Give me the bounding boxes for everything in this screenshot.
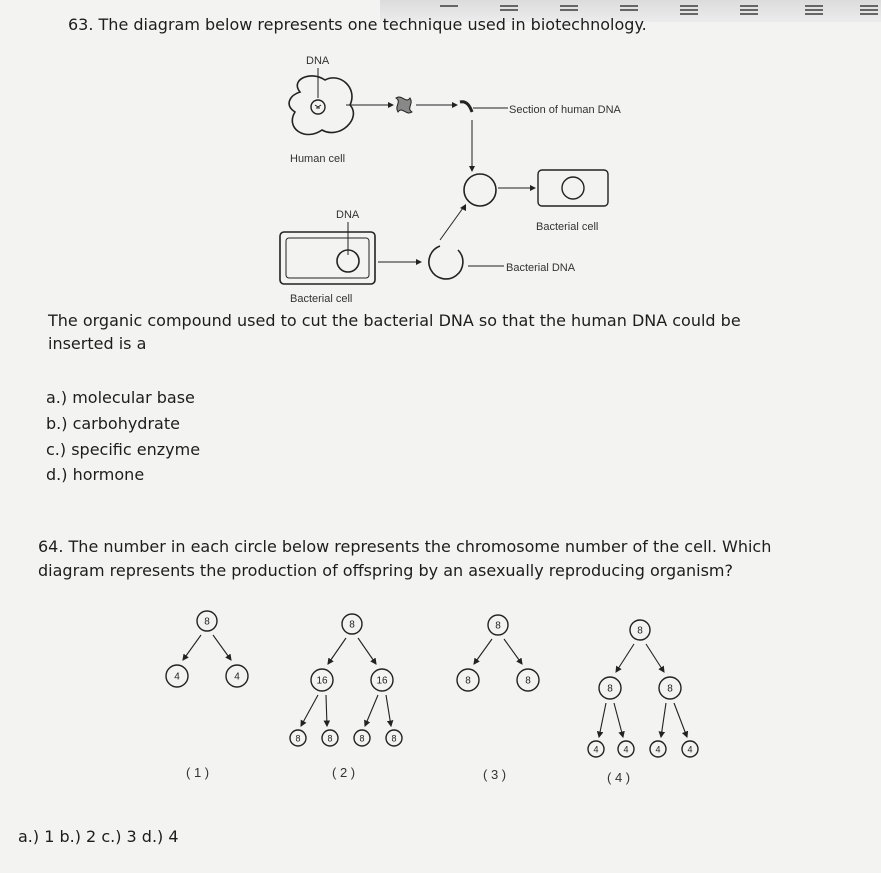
diagram-1-daughter-cell-number: 4 (234, 671, 240, 683)
question-63-stem-line2: inserted is a (48, 334, 147, 353)
outdent-icon[interactable] (860, 3, 878, 17)
diagram-1-daughter-cell-number: 4 (174, 671, 180, 683)
chromosome-shape (396, 97, 412, 113)
division-arrow (614, 703, 623, 737)
label-section-human-dna: Section of human DNA (509, 104, 621, 116)
option-d[interactable]: d.) hormone (46, 465, 145, 484)
division-arrow (386, 695, 391, 726)
label-dna-mid: DNA (336, 209, 360, 221)
diagram-2-granddaughter-cell-number: 8 (359, 733, 365, 744)
label-dna-top: DNA (306, 55, 330, 67)
division-arrow (661, 703, 666, 737)
diagram-4-daughter-cell-number: 8 (607, 683, 613, 695)
diagram-2-parent-cell-number: 8 (349, 619, 355, 631)
recombinant-plasmid (464, 174, 496, 206)
division-arrow (328, 638, 346, 664)
caption-2: ( 2 ) (332, 765, 356, 780)
diagram-4-granddaughter-cell-number: 4 (655, 744, 661, 755)
division-arrow (183, 635, 201, 660)
label-bacterial-dna: Bacterial DNA (506, 262, 576, 274)
option-a[interactable]: a.) molecular base (46, 388, 195, 407)
biotechnology-diagram (270, 50, 670, 310)
division-arrow (358, 638, 376, 664)
division-arrow (474, 639, 492, 664)
human-cell-shape (289, 76, 353, 135)
cell-division-diagrams (140, 600, 720, 780)
division-arrow (301, 695, 318, 726)
division-arrow (326, 695, 327, 726)
division-arrow (599, 703, 606, 737)
division-arrow (213, 635, 231, 660)
diagram-4-granddaughter-cell-number: 4 (593, 744, 599, 755)
caption-3: ( 3 ) (483, 767, 507, 782)
diagram-4-granddaughter-cell-number: 4 (623, 744, 629, 755)
diagram-3-parent-cell-number: 8 (495, 620, 501, 632)
caption-4: ( 4 ) (607, 770, 631, 785)
diagram-2-granddaughter-cell-number: 8 (295, 733, 301, 744)
diagram-2-daughter-cell-number: 16 (376, 675, 388, 687)
question-64-prompt-line2: diagram represents the production of offspring by an asexually reproducing organism? (38, 561, 734, 580)
numbered-list-icon[interactable] (740, 3, 758, 17)
question-63-prompt: 63. The diagram below represents one technique used in biotechnology. (68, 15, 647, 34)
division-arrow (616, 644, 634, 672)
bacterial-cell-bottom (280, 232, 375, 284)
diagram-4-granddaughter-cell-number: 4 (687, 744, 693, 755)
bulleted-list-icon[interactable] (680, 3, 698, 17)
division-arrow (646, 644, 664, 672)
bacterial-cell-right (538, 170, 608, 206)
division-arrow (365, 695, 378, 726)
human-dna-section (460, 102, 472, 112)
diagram-4-daughter-cell-number: 8 (667, 683, 673, 695)
diagram-2-daughter-cell-number: 16 (316, 675, 328, 687)
label-human-cell: Human cell (290, 153, 346, 165)
question-64-prompt-line1: 64. The number in each circle below represents the chromosome number of the cell. Which (38, 537, 772, 556)
division-arrow (504, 639, 522, 664)
division-arrow (674, 703, 687, 737)
diagram-2-granddaughter-cell-number: 8 (327, 733, 333, 744)
diagram-1-parent-cell-number: 8 (204, 616, 210, 628)
caption-1: ( 1 ) (186, 765, 210, 780)
indent-icon[interactable] (805, 3, 823, 17)
diagram-3-daughter-cell-number: 8 (465, 675, 471, 687)
option-c[interactable]: c.) specific enzyme (46, 440, 201, 459)
question-63-stem-line1: The organic compound used to cut the bacterial DNA so that the human DNA could be (48, 311, 741, 330)
diagram-4-parent-cell-number: 8 (637, 625, 643, 637)
label-bacterial-cell-right: Bacterial cell (536, 221, 599, 233)
question-64-answers[interactable]: a.) 1 b.) 2 c.) 3 d.) 4 (18, 827, 179, 846)
diagram-2-granddaughter-cell-number: 8 (391, 733, 397, 744)
label-bacterial-cell-bottom: Bacterial cell (290, 293, 353, 305)
option-b[interactable]: b.) carbohydrate (46, 414, 180, 433)
diagram-3-daughter-cell-number: 8 (525, 675, 531, 687)
cut-bacterial-dna (429, 246, 463, 279)
